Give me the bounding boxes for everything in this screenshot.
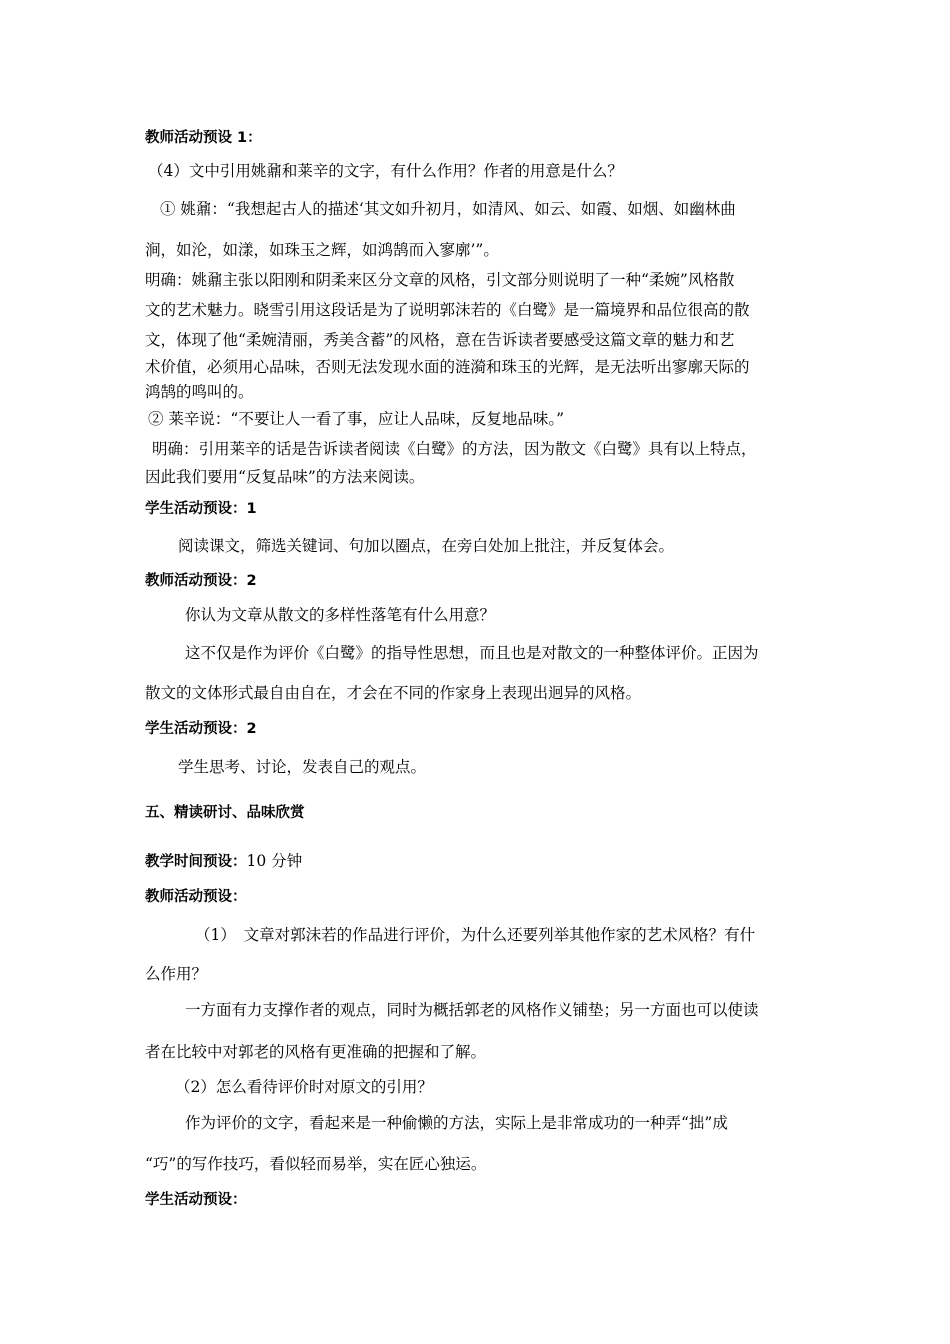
- teacher-activity-heading-1: 教师活动预设 1：: [145, 130, 262, 146]
- question-4: （4）文中引用姚鼐和莱辛的文字，有什么作用？作者的用意是什么？: [148, 162, 623, 180]
- teacher-question-2: 你认为文章从散文的多样性落笔有什么用意？: [185, 606, 496, 624]
- teacher-activity-heading-2: 教师活动预设：2: [145, 573, 257, 589]
- lessing-explanation-line-2: 因此我们要用“反复品味”的方法来阅读。: [145, 468, 425, 486]
- teacher-activity-heading-3: 教师活动预设：: [145, 889, 247, 905]
- teaching-time-value: 10 分钟: [246, 852, 303, 870]
- answer-1-line-2: 者在比较中对郭老的风格有更准确的把握和了解。: [145, 1043, 487, 1061]
- teaching-time-line: [145, 851, 302, 872]
- student-activity-heading-3: 学生活动预设：: [145, 1192, 247, 1208]
- student-activity-1-text: 阅读课文，筛选关键词、句加以圈点，在旁白处加上批注，并反复体会。: [178, 537, 675, 555]
- question-2: （2）怎么看待评价时对原文的引用？: [175, 1078, 433, 1096]
- answer-1-line-1: 一方面有力支撑作者的观点，同时为概括郭老的风格作义铺垫；另一方面也可以使读: [185, 1001, 759, 1019]
- quote-yao-nai-line-1: ① 姚鼐：“我想起古人的描述‘其文如升初月，如清风、如云、如霞、如烟、如幽林曲: [160, 200, 736, 218]
- teacher-answer-2-line-2: 散文的文体形式最自由自在，才会在不同的作家身上表现出迥异的风格。: [145, 684, 642, 702]
- explanation-line-5: 鸿鹄的鸣叫的。: [145, 383, 254, 401]
- student-activity-2-text: 学生思考、讨论，发表自己的观点。: [178, 758, 427, 776]
- teacher-answer-2-line-1: 这不仅是作为评价《白鹭》的指导性思想，而且也是对散文的一种整体评价。正因为: [185, 644, 759, 662]
- lessing-explanation-line-1: 明确：引用莱辛的话是告诉读者阅读《白鹭》的方法，因为散文《白鹭》具有以上特点，: [152, 440, 757, 458]
- explanation-line-4: 术价值，必须用心品味，否则无法发现水面的涟漪和珠玉的光辉，是无法听出寥廓天际的: [145, 358, 750, 376]
- student-activity-heading-1: 学生活动预设：1: [145, 501, 257, 517]
- explanation-line-3: 文，体现了他“柔婉清丽，秀美含蓄”的风格，意在告诉读者要感受这篇文章的魅力和艺: [145, 331, 735, 349]
- explanation-line-1: 明确：姚鼐主张以阳刚和阴柔来区分文章的风格，引文部分则说明了一种“柔婉”风格散: [145, 271, 735, 289]
- explanation-line-2: 文的艺术魅力。晓雪引用这段话是为了说明郭沫若的《白鹭》是一篇境界和品位很高的散: [145, 301, 750, 319]
- quote-yao-nai-line-2: 涧，如沦，如漾，如珠玉之辉，如鸿鹄而入寥廓’”。: [145, 241, 499, 259]
- section-five-heading: 五、精读研讨、品味欣赏: [145, 805, 305, 821]
- teaching-time-label: 教学时间预设：: [145, 854, 247, 870]
- question-1-line-1: （1） 文章对郭沫若的作品进行评价，为什么还要列举其他作家的艺术风格？有什: [195, 926, 756, 944]
- student-activity-heading-2: 学生活动预设：2: [145, 721, 257, 737]
- question-1-line-2: 么作用？: [145, 965, 208, 983]
- quote-lessing: ② 莱辛说：“不要让人一看了事，应让人品味，反复地品味。”: [148, 410, 565, 428]
- answer-2-line-2: “巧”的写作技巧，看似轻而易举，实在匠心独运。: [145, 1155, 487, 1173]
- answer-2-line-1: 作为评价的文字，看起来是一种偷懒的方法，实际上是非常成功的一种弄“拙”成: [185, 1114, 728, 1132]
